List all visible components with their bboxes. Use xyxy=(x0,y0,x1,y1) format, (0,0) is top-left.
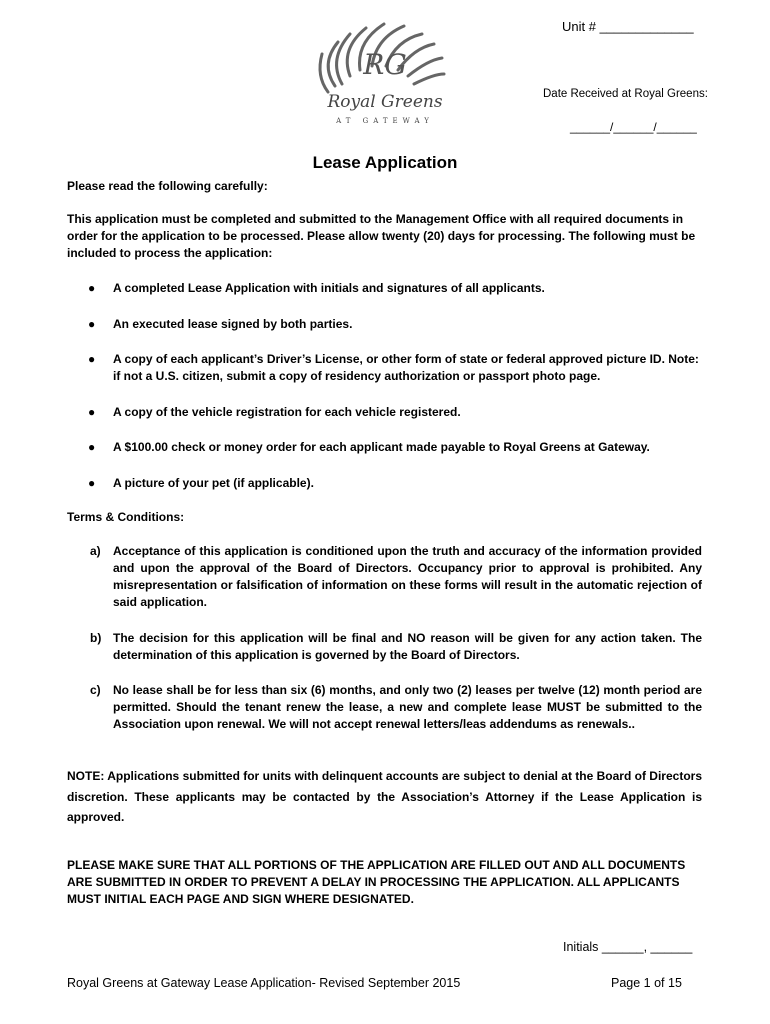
terms-heading: Terms & Conditions: xyxy=(67,510,185,524)
term-letter: b) xyxy=(90,631,102,645)
royal-greens-logo xyxy=(310,14,460,134)
footer-text: Royal Greens at Gateway Lease Application- Revised September 2015 xyxy=(67,976,461,990)
requirement-text: A $100.00 check or money order for each applicant made payable to Royal Greens at Gateway. xyxy=(113,440,650,454)
requirement-text: A picture of your pet (if applicable). xyxy=(113,476,314,490)
term-text: Acceptance of this application is conditioned upon the truth and accuracy of the information provided and upon the approval of the Board of Directors. Occupancy prior to approval is prohibited. Any misrepresentation or falsification of information on these forms will result in the automatic rejection of said application. xyxy=(113,544,702,609)
term-text: No lease shall be for less than six (6) months, and only two (2) leases per twelve (12) month period are permitted. Should the tenant renew the lease, a new and complete lease MUST be submitted to the Association upon renewal. We will not accept renewal letters/leas addendums as renewals.. xyxy=(113,683,702,731)
logo-subtitle: AT GATEWAY xyxy=(336,117,434,125)
requirement-text: An executed lease signed by both parties. xyxy=(113,317,353,331)
date-received-field[interactable]: ______/______/______ xyxy=(570,120,697,134)
term-letter: a) xyxy=(90,544,101,558)
term-letter: c) xyxy=(90,683,101,697)
logo-name: Royal Greens xyxy=(327,92,443,112)
term-text: The decision for this application will be final and NO reason will be given for any action taken. The determination of this application is governed by the Board of Directors. xyxy=(113,631,702,662)
bullet-icon: ● xyxy=(88,281,96,295)
bullet-icon: ● xyxy=(88,476,96,490)
date-received-label: Date Received at Royal Greens: xyxy=(543,88,708,100)
requirement-text: A copy of each applicant’s Driver’s License, or other form of state or federal approved picture ID. Note: if not a U.S. citizen, submit a copy of residency authorization or passport photo page. xyxy=(113,352,699,383)
unit-number-field[interactable]: Unit # _____________ xyxy=(562,19,694,34)
bullet-icon: ● xyxy=(88,405,96,419)
warning-paragraph: PLEASE MAKE SURE THAT ALL PORTIONS OF THE APPLICATION ARE FILLED OUT AND ALL DOCUMENTS ARE SUBMITTED IN ORDER TO PREVENT A DELAY IN PROCESSING THE APPLICATION. ALL APPLICANTS MUST INITIAL EACH PAGE AND SIGN WHERE DESIGNATED. xyxy=(67,858,686,906)
bullet-icon: ● xyxy=(88,440,96,454)
requirement-text: A copy of the vehicle registration for each vehicle registered. xyxy=(113,405,461,419)
bullet-icon: ● xyxy=(88,317,96,331)
intro-heading: Please read the following carefully: xyxy=(67,179,268,193)
page-number: Page 1 of 15 xyxy=(611,976,682,990)
logo-monogram: RG xyxy=(363,48,407,81)
requirement-text: A completed Lease Application with initials and signatures of all applicants. xyxy=(113,281,545,295)
initials-field[interactable]: Initials ______, ______ xyxy=(563,940,693,954)
page-title: Lease Application xyxy=(312,153,458,172)
note-paragraph: NOTE: Applications submitted for units with delinquent accounts are subject to denial at the Board of Directors discretion. These applicants may be contacted by the Association’s Attorney if the Lease Application is approved. xyxy=(67,769,702,824)
bullet-icon: ● xyxy=(88,352,96,366)
intro-paragraph: This application must be completed and submitted to the Management Office with all required documents in order for the application to be processed. Please allow twenty (20) days for processing. The following must be included to process the application: xyxy=(67,212,696,260)
